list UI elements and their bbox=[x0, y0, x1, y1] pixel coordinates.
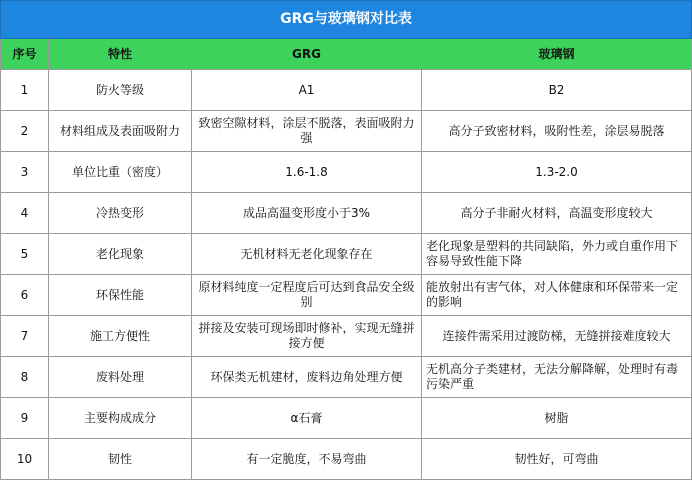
table-row bbox=[1, 234, 692, 275]
cell-grg: α石膏 bbox=[192, 398, 422, 439]
cell-grg: 拼接及安装可现场即时修补，实现无缝拼接方便 bbox=[192, 316, 422, 357]
cell-frp: 高分子非耐火材料，高温变形度较大 bbox=[422, 193, 692, 234]
header-no: 序号 bbox=[1, 39, 49, 70]
table-row bbox=[1, 275, 692, 316]
cell-frp: 能放射出有害气体，对人体健康和环保带来一定的影响 bbox=[422, 275, 692, 316]
cell-frp: 老化现象是塑料的共同缺陷，外力或自重作用下容易导致性能下降 bbox=[422, 234, 692, 275]
cell-no: 7 bbox=[1, 316, 49, 357]
cell-frp: 连接件需采用过渡防梯，无缝拼接难度较大 bbox=[422, 316, 692, 357]
cell-frp: 1.3-2.0 bbox=[422, 152, 692, 193]
cell-grg: 环保类无机建材，废料边角处理方便 bbox=[192, 357, 422, 398]
header-feature: 特性 bbox=[49, 39, 192, 70]
cell-feature: 单位比重（密度） bbox=[49, 152, 192, 193]
cell-no: 9 bbox=[1, 398, 49, 439]
cell-no: 1 bbox=[1, 70, 49, 111]
cell-frp: 韧性好，可弯曲 bbox=[422, 439, 692, 480]
cell-grg: 1.6-1.8 bbox=[192, 152, 422, 193]
cell-no: 10 bbox=[1, 439, 49, 480]
table-row bbox=[1, 398, 692, 439]
cell-frp: 无机高分子类建材，无法分解降解，处理时有毒污染严重 bbox=[422, 357, 692, 398]
table-row bbox=[1, 152, 692, 193]
cell-grg: 无机材料无老化现象存在 bbox=[192, 234, 422, 275]
cell-feature: 废料处理 bbox=[49, 357, 192, 398]
cell-no: 3 bbox=[1, 152, 49, 193]
table-title-row bbox=[1, 1, 692, 39]
table-header-row bbox=[1, 39, 692, 70]
cell-frp: 树脂 bbox=[422, 398, 692, 439]
cell-no: 2 bbox=[1, 111, 49, 152]
cell-grg: 致密空隙材料，涂层不脱落，表面吸附力强 bbox=[192, 111, 422, 152]
cell-feature: 施工方便性 bbox=[49, 316, 192, 357]
table-row bbox=[1, 193, 692, 234]
table-row bbox=[1, 316, 692, 357]
cell-feature: 老化现象 bbox=[49, 234, 192, 275]
cell-grg: 成品高温变形度小于3% bbox=[192, 193, 422, 234]
cell-no: 8 bbox=[1, 357, 49, 398]
cell-no: 4 bbox=[1, 193, 49, 234]
cell-frp: 高分子致密材料，吸附性差，涂层易脱落 bbox=[422, 111, 692, 152]
table-title: GRG与玻璃钢对比表 bbox=[1, 1, 692, 39]
cell-feature: 主要构成成分 bbox=[49, 398, 192, 439]
cell-feature: 韧性 bbox=[49, 439, 192, 480]
cell-grg: 有一定脆度，不易弯曲 bbox=[192, 439, 422, 480]
cell-frp: B2 bbox=[422, 70, 692, 111]
cell-grg: 原材料纯度一定程度后可达到食品安全级别 bbox=[192, 275, 422, 316]
cell-feature: 防火等级 bbox=[49, 70, 192, 111]
table-row bbox=[1, 357, 692, 398]
cell-no: 5 bbox=[1, 234, 49, 275]
table-row bbox=[1, 439, 692, 480]
cell-no: 6 bbox=[1, 275, 49, 316]
cell-grg: A1 bbox=[192, 70, 422, 111]
cell-feature: 冷热变形 bbox=[49, 193, 192, 234]
cell-feature: 环保性能 bbox=[49, 275, 192, 316]
cell-feature: 材料组成及表面吸附力 bbox=[49, 111, 192, 152]
table-row bbox=[1, 111, 692, 152]
table-row bbox=[1, 70, 692, 111]
header-frp: 玻璃钢 bbox=[422, 39, 692, 70]
header-grg: GRG bbox=[192, 39, 422, 70]
